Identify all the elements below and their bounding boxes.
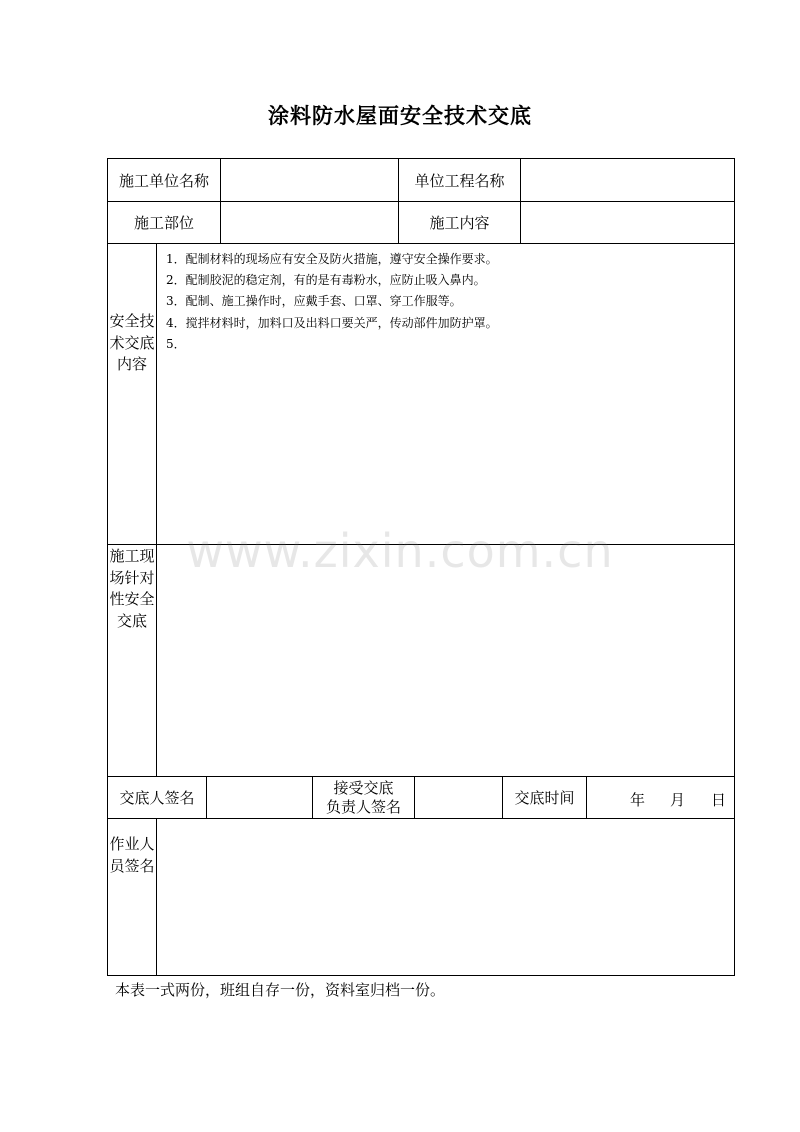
list-item: 1．配制材料的现场应有安全及防火措施，遵守安全操作要求。	[166, 252, 498, 266]
tech-disclosure-section	[108, 244, 734, 544]
site-disclosure-label: 施工现场针对性安全交底	[109, 547, 155, 630]
unit-name-field[interactable]	[221, 159, 398, 201]
discloser-signature-field[interactable]	[207, 777, 312, 818]
list-item: 4．搅拌材料时，加料口及出料口要关严，传动部件加防护罩。	[166, 315, 498, 330]
list-item: 5．	[166, 336, 186, 351]
day-label: 日	[711, 791, 727, 809]
project-name-field[interactable]	[521, 159, 734, 201]
month-label: 月	[670, 791, 686, 809]
discloser-signature-label: 交底人签名	[119, 789, 195, 807]
unit-name-label: 施工单位名称	[118, 171, 209, 190]
project-name-label: 单位工程名称	[414, 171, 505, 190]
construction-part-label: 施工部位	[133, 214, 194, 232]
list-item: 2．配制胶泥的稳定剂，有的是有毒粉水，应防止吸入鼻内。	[166, 273, 486, 288]
workers-signature-field[interactable]	[157, 819, 734, 975]
tech-disclosure-list	[166, 249, 498, 355]
receiver-signature-label	[313, 779, 414, 817]
disclosure-time-label: 交底时间	[514, 789, 575, 807]
page-title: 涂料防水屋面安全技术交底	[268, 104, 532, 128]
site-disclosure-field[interactable]	[157, 545, 734, 776]
receiver-label-line2: 负责人签名	[325, 798, 401, 816]
year-label: 年	[630, 791, 646, 809]
list-item: 3．配制、施工操作时，应戴手套、口罩、穿工作服等。	[166, 294, 462, 309]
tech-disclosure-label: 安全技术交底内容	[109, 312, 155, 373]
receiver-signature-field[interactable]	[415, 777, 502, 818]
construction-content-label: 施工内容	[429, 214, 490, 232]
construction-content-field[interactable]	[521, 202, 734, 243]
receiver-label-line1: 接受交底	[333, 779, 394, 797]
construction-part-field[interactable]	[221, 202, 398, 243]
footnote: 本表一式两份，班组自存一份，资料室归档一份。	[115, 981, 446, 999]
workers-signature-label: 作业人员签名	[109, 835, 155, 875]
watermark: www.zixin.com.cn	[186, 524, 614, 578]
disclosure-time-field[interactable]	[587, 777, 734, 818]
